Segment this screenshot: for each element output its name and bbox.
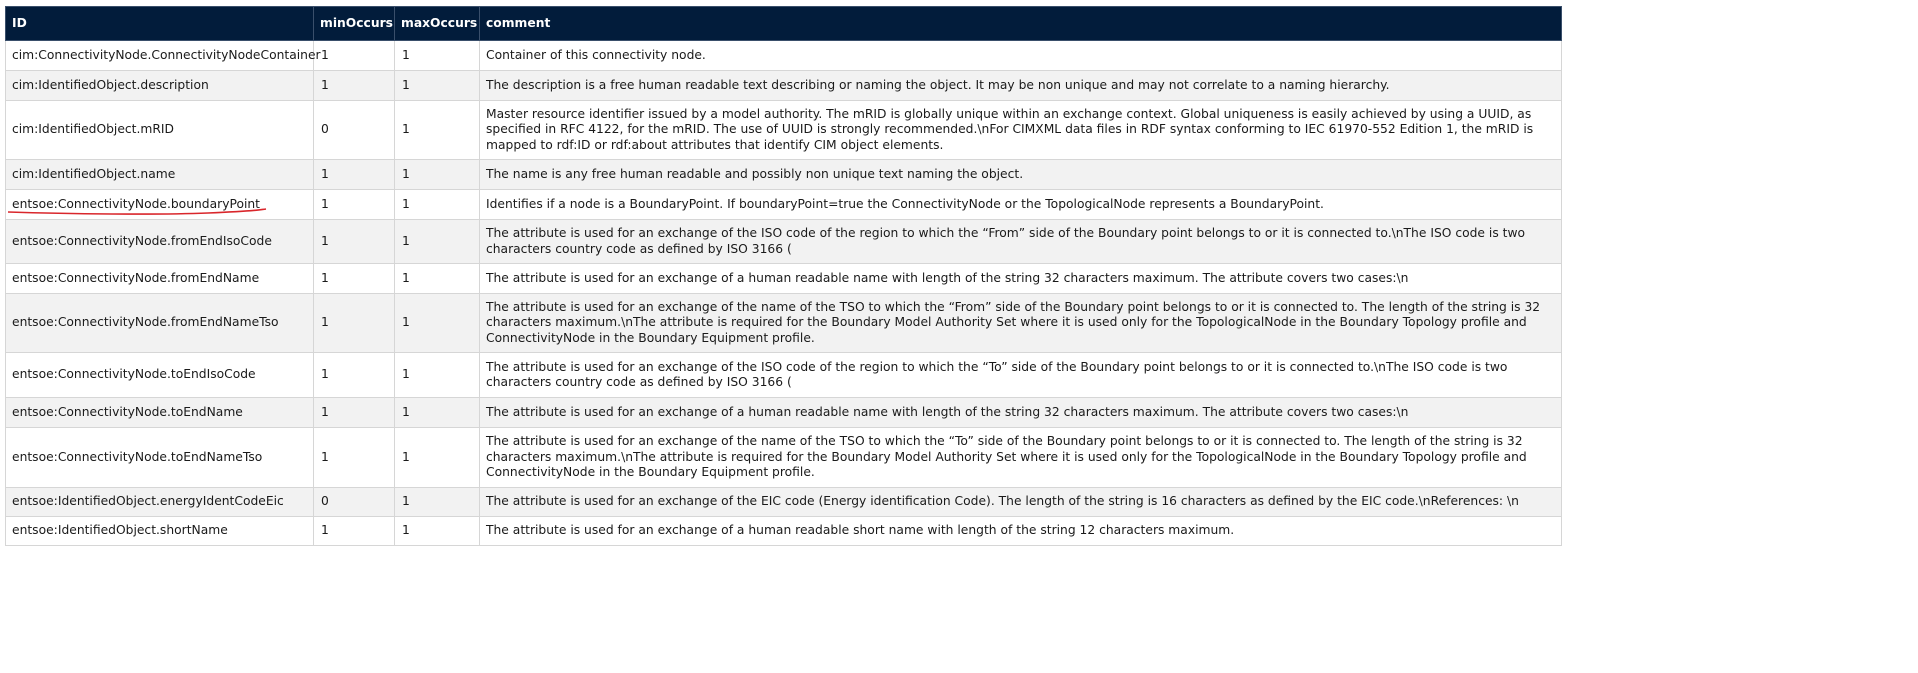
table-row[interactable] bbox=[6, 264, 1562, 294]
cell-minoccurs: 1 bbox=[314, 264, 395, 294]
cell-maxoccurs: 1 bbox=[395, 398, 480, 428]
cell-id: cim:IdentifiedObject.description bbox=[6, 71, 314, 101]
cell-comment: The attribute is used for an exchange of the ISO code of the region to which the “From” side of the Boundary point belongs to or it is connected to.\nThe ISO code is two characters country code as defined by ISO 3166 ( bbox=[480, 220, 1562, 264]
cell-maxoccurs: 1 bbox=[395, 71, 480, 101]
cell-comment: Master resource identifier issued by a model authority. The mRID is globally unique within an exchange context. Global uniqueness is easily achieved by using a UUID, as specified in RFC 4122, for the mRID. The use of UUID is strongly recommended.\nFor CIMXML data files in RDF syntax conforming to IEC 61970-552 Edition 1, the mRID is mapped to rdf:ID or rdf:about attributes that identify CIM object elements. bbox=[480, 101, 1562, 160]
table-header bbox=[6, 7, 1562, 41]
cell-comment: The attribute is used for an exchange of a human readable short name with length of the string 12 characters maximum. bbox=[480, 517, 1562, 546]
cell-id: entsoe:IdentifiedObject.energyIdentCodeEic bbox=[6, 488, 314, 517]
cell-minoccurs: 1 bbox=[314, 428, 395, 488]
cell-maxoccurs: 1 bbox=[395, 517, 480, 546]
cell-id: entsoe:ConnectivityNode.fromEndNameTso bbox=[6, 294, 314, 353]
cell-minoccurs: 1 bbox=[314, 160, 395, 190]
cell-comment: The attribute is used for an exchange of the name of the TSO to which the “From” side of the Boundary point belongs to or it is connected to. The length of the string is 32 characters maximum.\nThe attribute is required for the Boundary Model Authority Set where it is used only for the TopologicalNode in the Boundary Topology profile and ConnectivityNode in the Boundary Equipment profile. bbox=[480, 294, 1562, 353]
cell-comment: The attribute is used for an exchange of a human readable name with length of the string 32 characters maximum. The attribute covers two cases:\n bbox=[480, 264, 1562, 294]
cell-maxoccurs: 1 bbox=[395, 101, 480, 160]
cell-id bbox=[6, 190, 314, 220]
cell-minoccurs: 1 bbox=[314, 41, 395, 71]
cell-minoccurs: 1 bbox=[314, 517, 395, 546]
cell-comment: The attribute is used for an exchange of the EIC code (Energy identification Code). The length of the string is 16 characters as defined by the EIC code.\nReferences: \n bbox=[480, 488, 1562, 517]
cell-maxoccurs: 1 bbox=[395, 190, 480, 220]
table-row[interactable] bbox=[6, 428, 1562, 488]
cell-minoccurs: 1 bbox=[314, 71, 395, 101]
cell-maxoccurs: 1 bbox=[395, 428, 480, 488]
header-row bbox=[6, 7, 1562, 41]
cell-id: cim:ConnectivityNode.ConnectivityNodeContainer bbox=[6, 41, 314, 71]
table-row[interactable] bbox=[6, 353, 1562, 398]
cell-maxoccurs: 1 bbox=[395, 294, 480, 353]
highlighted-id bbox=[12, 197, 260, 213]
table-row[interactable] bbox=[6, 101, 1562, 160]
table-row[interactable] bbox=[6, 488, 1562, 517]
cell-id: entsoe:IdentifiedObject.shortName bbox=[6, 517, 314, 546]
header-id[interactable]: ID bbox=[6, 7, 314, 41]
cell-maxoccurs: 1 bbox=[395, 353, 480, 398]
table-body bbox=[6, 41, 1562, 546]
cell-comment: The attribute is used for an exchange of the name of the TSO to which the “To” side of the Boundary point belongs to or it is connected to. The length of the string is 32 characters maximum.\nThe attribute is required for the Boundary Model Authority Set where it is used only for the TopologicalNode in the Boundary Topology profile and ConnectivityNode in the Boundary Equipment profile. bbox=[480, 428, 1562, 488]
cell-id: entsoe:ConnectivityNode.toEndIsoCode bbox=[6, 353, 314, 398]
cell-comment: Container of this connectivity node. bbox=[480, 41, 1562, 71]
cell-id: entsoe:ConnectivityNode.fromEndIsoCode bbox=[6, 220, 314, 264]
cell-maxoccurs: 1 bbox=[395, 264, 480, 294]
cell-comment: The description is a free human readable text describing or naming the object. It may be non unique and may not correlate to a naming hierarchy. bbox=[480, 71, 1562, 101]
cell-id: entsoe:ConnectivityNode.toEndNameTso bbox=[6, 428, 314, 488]
attributes-table bbox=[5, 6, 1562, 546]
table-row[interactable] bbox=[6, 294, 1562, 353]
table-row[interactable] bbox=[6, 41, 1562, 71]
cell-id: cim:IdentifiedObject.mRID bbox=[6, 101, 314, 160]
cell-comment: The name is any free human readable and possibly non unique text naming the object. bbox=[480, 160, 1562, 190]
cell-minoccurs: 0 bbox=[314, 488, 395, 517]
table-row[interactable] bbox=[6, 190, 1562, 220]
cell-maxoccurs: 1 bbox=[395, 160, 480, 190]
cell-minoccurs: 1 bbox=[314, 398, 395, 428]
cell-maxoccurs: 1 bbox=[395, 220, 480, 264]
cell-comment: The attribute is used for an exchange of a human readable name with length of the string 32 characters maximum. The attribute covers two cases:\n bbox=[480, 398, 1562, 428]
highlighted-id-text: entsoe:ConnectivityNode.boundaryPoint bbox=[12, 196, 260, 211]
cell-maxoccurs: 1 bbox=[395, 41, 480, 71]
cell-id: entsoe:ConnectivityNode.fromEndName bbox=[6, 264, 314, 294]
cell-minoccurs: 0 bbox=[314, 101, 395, 160]
cell-maxoccurs: 1 bbox=[395, 488, 480, 517]
cell-id: entsoe:ConnectivityNode.toEndName bbox=[6, 398, 314, 428]
cell-minoccurs: 1 bbox=[314, 220, 395, 264]
cell-minoccurs: 1 bbox=[314, 190, 395, 220]
cell-minoccurs: 1 bbox=[314, 353, 395, 398]
red-underline-annotation bbox=[8, 208, 268, 218]
header-comment[interactable]: comment bbox=[480, 7, 1562, 41]
header-minoccurs[interactable]: minOccurs bbox=[314, 7, 395, 41]
cell-id: cim:IdentifiedObject.name bbox=[6, 160, 314, 190]
table-row[interactable] bbox=[6, 220, 1562, 264]
table-row[interactable] bbox=[6, 517, 1562, 546]
cell-comment: The attribute is used for an exchange of the ISO code of the region to which the “To” side of the Boundary point belongs to or it is connected to.\nThe ISO code is two characters country code as defined by ISO 3166 ( bbox=[480, 353, 1562, 398]
table-row[interactable] bbox=[6, 71, 1562, 101]
cell-minoccurs: 1 bbox=[314, 294, 395, 353]
table-row[interactable] bbox=[6, 160, 1562, 190]
table-row[interactable] bbox=[6, 398, 1562, 428]
header-maxoccurs[interactable]: maxOccurs bbox=[395, 7, 480, 41]
cell-comment: Identifies if a node is a BoundaryPoint. If boundaryPoint=true the ConnectivityNode or the TopologicalNode represents a BoundaryPoint. bbox=[480, 190, 1562, 220]
